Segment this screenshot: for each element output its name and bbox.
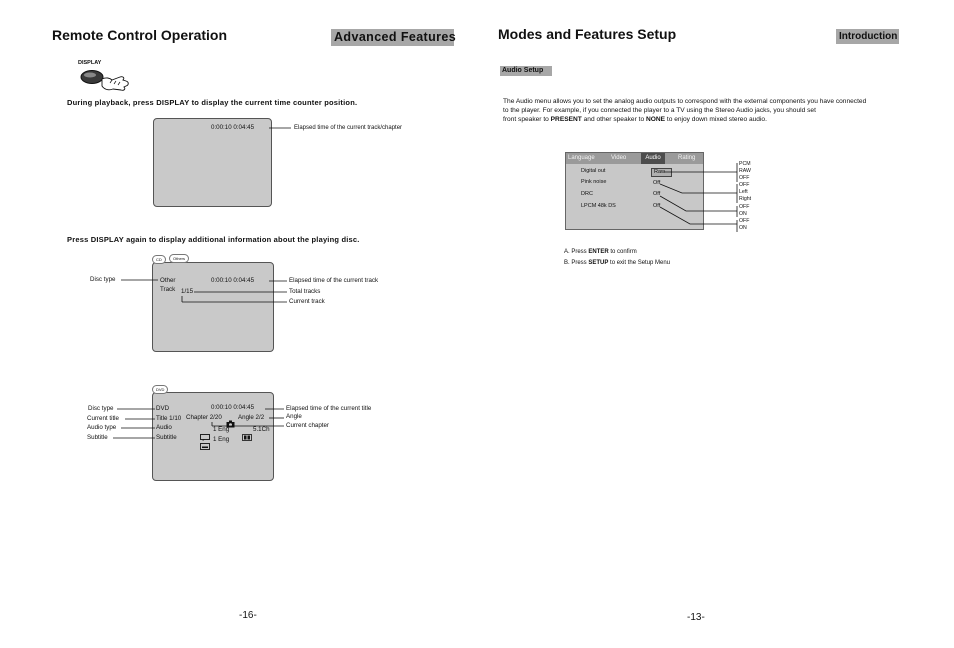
callout-total-tracks: Total tracks — [289, 288, 321, 295]
screen3-dvd: DVD — [156, 405, 170, 412]
description-line-3: front speaker to PRESENT and other speaker to NONE to enjoy down mixed stereo audio. — [503, 116, 767, 123]
screen3-time: 0:00:10 0:04:45 — [211, 404, 255, 411]
tab-video[interactable]: Video — [611, 155, 627, 161]
right-page-number: -13- — [687, 612, 705, 623]
option-off-2: OFF — [739, 182, 750, 188]
tab-rating[interactable]: Rating — [678, 155, 696, 161]
step-b: B. Press SETUP to exit the Setup Menu — [564, 260, 671, 266]
screen1-time: 0:00:10 0:04:45 — [211, 124, 255, 131]
others-bubble: Others — [169, 254, 189, 263]
subtitle-icon — [200, 437, 210, 455]
step-a: A. Press ENTER to confirm — [564, 249, 637, 255]
left-page-number: -16- — [239, 610, 257, 621]
screen3-audio-format: 5.1Ch — [253, 426, 270, 433]
dvd-bubble: DVD — [152, 385, 168, 394]
option-right: Right — [739, 196, 752, 202]
menu-value-pink-noise[interactable]: Off — [653, 180, 661, 186]
display-screen-2 — [152, 262, 274, 352]
callout-disc-type-dvd: Disc type — [88, 405, 114, 412]
screen3-audio-lang: 1 Eng — [213, 426, 230, 433]
option-raw: RAW — [739, 168, 751, 174]
screen3-chapter: Chapter 2/20 — [186, 414, 222, 421]
menu-value-drc[interactable]: Off — [653, 191, 661, 197]
screen2-time: 0:00:10 0:04:45 — [211, 277, 255, 284]
screen2-track-value: 1/15 — [181, 288, 194, 295]
menu-value-lpcm[interactable]: Off — [653, 203, 661, 209]
instruction-1: During playback, press DISPLAY to display the current time counter position. — [67, 98, 358, 107]
instruction-2: Press DISPLAY again to display additional information about the playing disc. — [67, 235, 360, 244]
display-remote-button-icon — [80, 69, 136, 100]
menu-item-digital-out[interactable]: Digital out — [581, 168, 606, 174]
option-off-3: OFF — [739, 204, 750, 210]
advanced-features-badge: Advanced Features — [331, 29, 454, 46]
audio-setup-badge: Audio Setup — [500, 66, 552, 76]
screen3-subtitle: Subtitle — [156, 434, 177, 441]
display-button-label: DISPLAY — [78, 60, 102, 66]
tab-language[interactable]: Language — [568, 155, 595, 161]
option-pcm: PCM — [739, 161, 751, 167]
right-page-title: Modes and Features Setup — [498, 26, 677, 42]
option-off-1: OFF — [739, 175, 750, 181]
menu-item-lpcm[interactable]: LPCM 48k DS — [581, 203, 616, 209]
callout-elapsed-title: Elapsed time of the current title — [286, 405, 372, 412]
screen3-audio: Audio — [156, 424, 172, 431]
option-on-2: ON — [739, 225, 747, 231]
description-line-2: to the player. For example, if you connected the player to a TV using the Stereo Audio jacks, you should set — [503, 107, 816, 114]
menu-item-drc[interactable]: DRC — [581, 191, 593, 197]
menu-value-digital-out[interactable]: Raw — [651, 168, 672, 177]
callout-current-chapter: Current chapter — [286, 422, 329, 429]
option-left: Left — [739, 189, 748, 195]
callout-audio-type: Audio type — [87, 424, 117, 431]
cd-bubble: CD — [152, 255, 166, 264]
screen3-angle: Angle 2/2 — [238, 414, 265, 421]
display-screen-1 — [153, 118, 272, 207]
callout-subtitle: Subtitle — [87, 434, 108, 441]
screen3-subtitle-lang: 1 Eng — [213, 436, 230, 443]
screen2-track-label: Track — [160, 286, 176, 293]
dolby-icon — [242, 428, 252, 446]
screen1-callout-elapsed: Elapsed time of the current track/chapter — [294, 125, 403, 131]
callout-elapsed-track: Elapsed time of the current track — [289, 277, 379, 284]
callout-current-title: Current title — [87, 415, 119, 422]
screen3-title: Title 1/10 — [156, 415, 182, 422]
callout-current-track: Current track — [289, 298, 325, 305]
tab-audio[interactable]: Audio — [641, 153, 665, 164]
option-off-4: OFF — [739, 218, 750, 224]
callout-angle: Angle — [286, 413, 302, 420]
introduction-badge: Introduction — [836, 29, 899, 44]
callout-disc-type-cd: Disc type — [90, 276, 116, 283]
option-on-1: ON — [739, 211, 747, 217]
menu-item-pink-noise[interactable]: Pink noise — [581, 179, 607, 185]
left-page-title: Remote Control Operation — [52, 27, 228, 43]
screen2-disc-type: Other — [160, 277, 176, 284]
description-line-1: The Audio menu allows you to set the analog audio outputs to correspond with the external components you have connected — [503, 98, 867, 105]
